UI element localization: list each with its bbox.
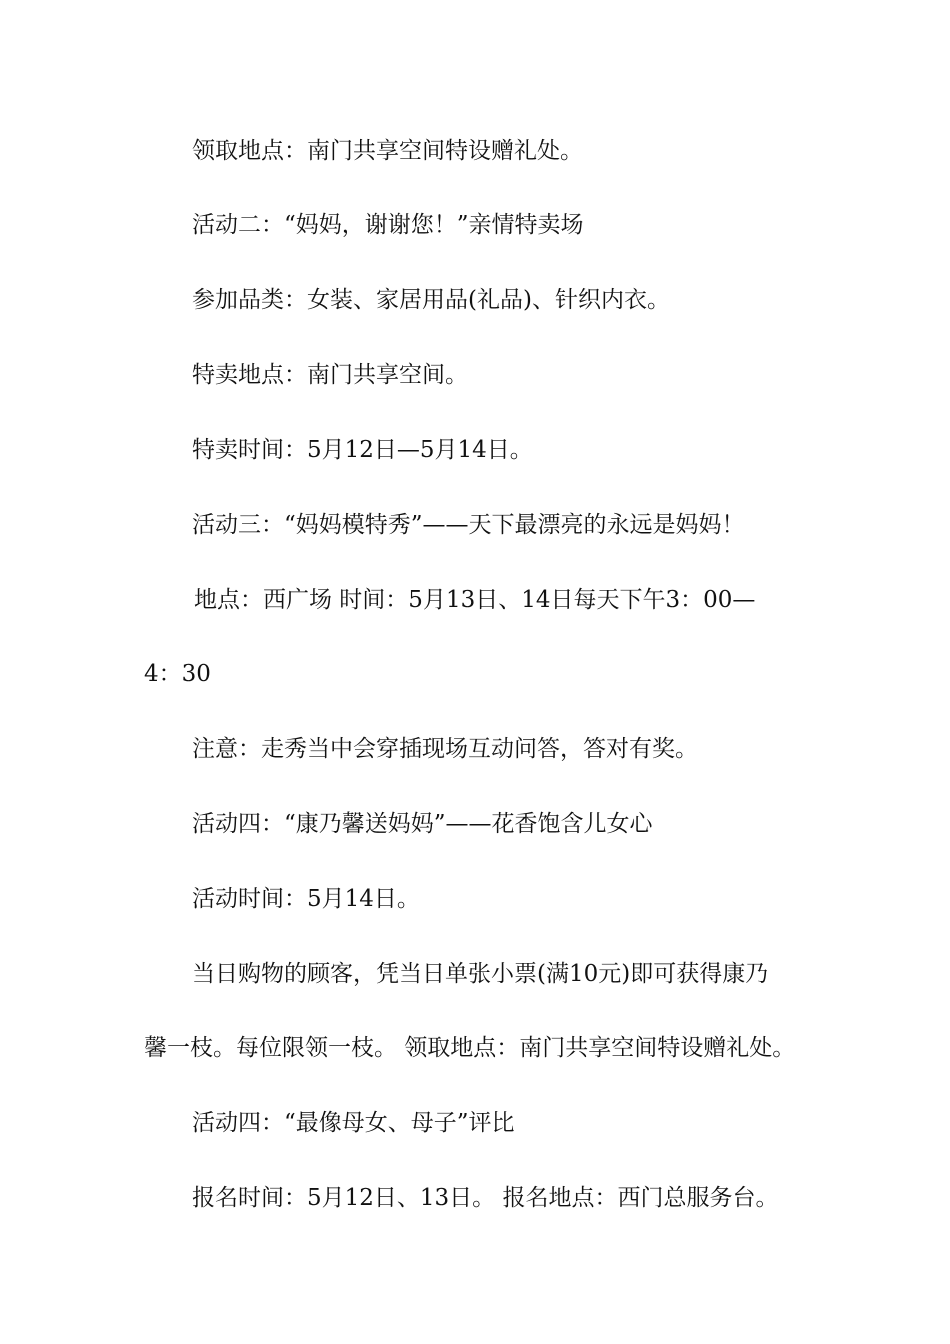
paragraph-sale-time: 特卖时间：5月12日—5月14日。 xyxy=(192,437,533,463)
paragraph-customer-offer: 当日购物的顾客，凭当日单张小票(满10元)即可获得康乃 xyxy=(192,961,769,987)
heading-activity-3: 活动三：“妈妈模特秀”——天下最漂亮的永远是妈妈！ xyxy=(192,512,745,538)
paragraph-pickup-location: 领取地点：南门共享空间特设赠礼处。 xyxy=(192,138,583,164)
paragraph-registration: 报名时间：5月12日、13日。 报名地点：西门总服务台。 xyxy=(192,1185,779,1211)
heading-activity-4-carnation: 活动四：“康乃馨送妈妈”——花香饱含儿女心 xyxy=(192,811,653,837)
paragraph-categories: 参加品类：女装、家居用品(礼品)、针织内衣。 xyxy=(192,287,670,313)
paragraph-show-time-continued: 4：30 xyxy=(144,661,211,687)
heading-activity-2: 活动二：“妈妈，谢谢您！”亲情特卖场 xyxy=(192,212,584,238)
paragraph-offer-continued: 馨一枝。每位限领一枝。 领取地点：南门共享空间特设赠礼处。 xyxy=(144,1035,796,1061)
heading-activity-4-lookalike: 活动四：“最像母女、母子”评比 xyxy=(192,1110,515,1136)
paragraph-sale-location: 特卖地点：南门共享空间。 xyxy=(192,362,468,388)
paragraph-show-location-time: 地点：西广场 时间：5月13日、14日每天下午3：00— xyxy=(194,587,756,613)
paragraph-activity-time: 活动时间：5月14日。 xyxy=(192,886,420,912)
paragraph-note: 注意：走秀当中会穿插现场互动问答，答对有奖。 xyxy=(192,736,698,762)
